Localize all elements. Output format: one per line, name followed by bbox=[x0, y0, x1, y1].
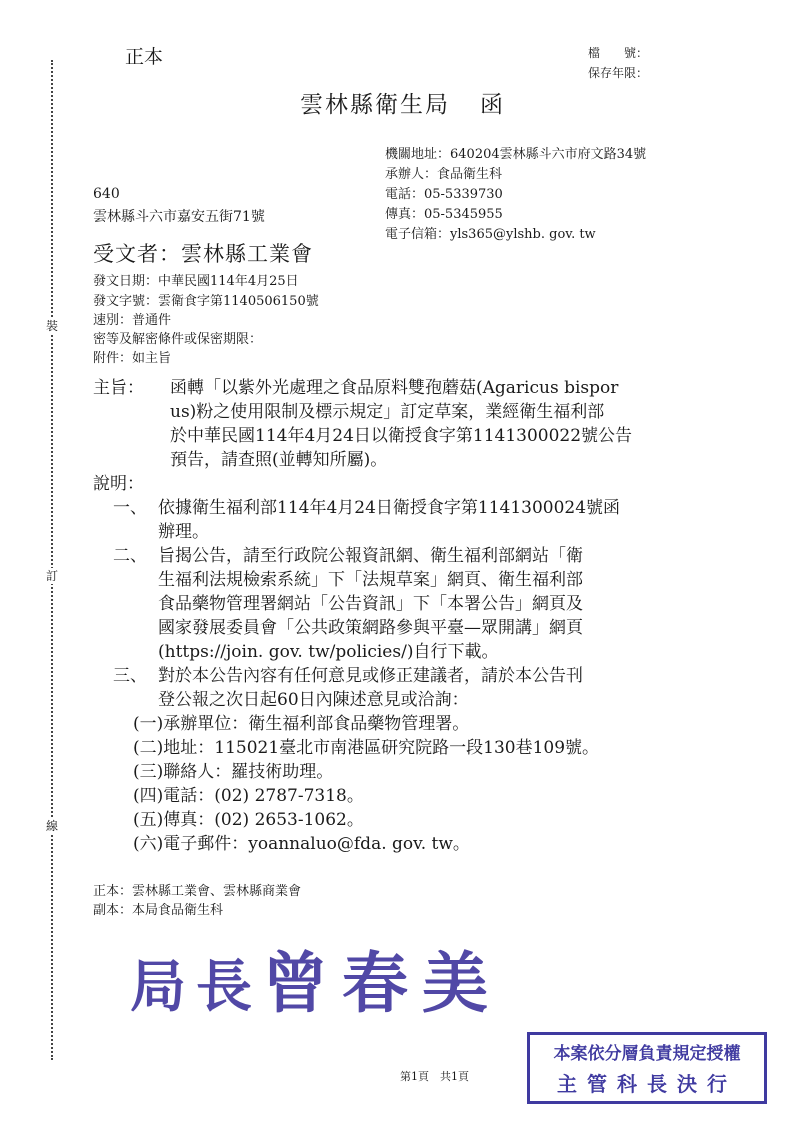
email: 電子信箱：yls365@ylshb. gov. tw bbox=[385, 227, 596, 242]
classification: 密等及解密條件或保密期限： bbox=[93, 332, 263, 347]
authorization-stamp bbox=[527, 1032, 767, 1104]
explanation-label: 說明： bbox=[93, 474, 144, 494]
agency-address: 機關地址：640204雲林縣斗六市府文路34號 bbox=[385, 147, 647, 162]
recipient: 受文者：雲林縣工業會 bbox=[93, 242, 313, 266]
item-line: 食品藥物管理署網站「公告資訊」下「本署公告」網頁及 bbox=[158, 594, 583, 614]
item-line: 旨揭公告，請至行政院公報資訊網、衛生福利部網站「衛 bbox=[158, 546, 583, 566]
item-number: 二、 bbox=[113, 546, 147, 566]
urgency: 速別：普通件 bbox=[93, 313, 172, 328]
stamp-line-2: 主管科長決行 bbox=[557, 1072, 737, 1096]
document-number: 發文字號：雲衛食字第1140506150號 bbox=[93, 294, 319, 309]
sub-item: (六)電子郵件：yoannaluo@fda. gov. tw。 bbox=[133, 834, 470, 854]
sub-item: (三)聯絡人：羅技術助理。 bbox=[133, 762, 334, 782]
item-line: 辦理。 bbox=[158, 522, 209, 542]
stamp-line-1: 本案依分層負責規定授權 bbox=[553, 1044, 741, 1064]
binding-line bbox=[51, 60, 53, 1060]
signature-title: 局長 bbox=[130, 954, 262, 1020]
sub-item: (五)傳真：(02) 2653-1062。 bbox=[133, 810, 364, 830]
item-line: (https://join. gov. tw/policies/)自行下載。 bbox=[158, 642, 499, 662]
signature-name: 曾春美 bbox=[262, 944, 502, 1022]
document-type: 函 bbox=[480, 92, 505, 118]
copy-original: 正本：雲林縣工業會、雲林縣商業會 bbox=[93, 884, 302, 899]
binding-mark-ding: 訂 bbox=[45, 569, 58, 583]
subject-line: 於中華民國114年4月24日以衛授食字第1141300022號公告 bbox=[170, 426, 633, 446]
subject-line: 函轉「以紫外光處理之食品原料雙孢蘑菇(Agaricus bispor bbox=[170, 378, 619, 398]
item-line: 對於本公告內容有任何意見或修正建議者，請於本公告刊 bbox=[158, 666, 583, 686]
subject-line: 預告，請查照(並轉知所屬)。 bbox=[170, 450, 388, 470]
contact-person: 承辦人：食品衛生科 bbox=[385, 167, 503, 182]
item-line: 依據衛生福利部114年4月24日衛授食字第1141300024號函 bbox=[158, 498, 621, 518]
document-title bbox=[300, 86, 505, 119]
sub-item: (二)地址：115021臺北市南港區研究院路一段130巷109號。 bbox=[133, 738, 600, 758]
fax: 傳真：05-5345955 bbox=[385, 207, 503, 222]
file-number: 檔 號： bbox=[588, 46, 649, 60]
item-number: 三、 bbox=[113, 666, 147, 686]
item-line: 登公報之次日起60日內陳述意見或洽詢： bbox=[158, 690, 469, 710]
retention-period: 保存年限： bbox=[588, 66, 649, 80]
agency-name: 雲林縣衛生局 bbox=[300, 92, 450, 118]
binding-mark-zhuang: 裝 bbox=[45, 319, 58, 333]
sub-item: (四)電話：(02) 2787-7318。 bbox=[133, 786, 364, 806]
subject-line: us)粉之使用限制及標示規定」訂定草案，業經衛生福利部 bbox=[170, 402, 605, 422]
copy-duplicate: 副本：本局食品衛生科 bbox=[93, 903, 224, 918]
page-footer: 第1頁 共1頁 bbox=[400, 1070, 469, 1083]
copy-label: 正本 bbox=[125, 46, 164, 68]
item-number: 一、 bbox=[113, 498, 147, 518]
recipient-postal-code: 640 bbox=[93, 186, 120, 202]
recipient-street: 雲林縣斗六市嘉安五街71號 bbox=[93, 209, 265, 225]
phone: 電話：05-5339730 bbox=[385, 187, 503, 202]
item-line: 國家發展委員會「公共政策網路參與平臺—眾開講」網頁 bbox=[158, 618, 583, 638]
sub-item: (一)承辦單位：衛生福利部食品藥物管理署。 bbox=[133, 714, 470, 734]
binding-mark-xian: 線 bbox=[45, 819, 58, 833]
subject-label: 主旨： bbox=[93, 378, 144, 398]
item-line: 生福利法規檢索系統」下「法規草案」網頁、衛生福利部 bbox=[158, 570, 583, 590]
attachment: 附件：如主旨 bbox=[93, 351, 172, 366]
issue-date: 發文日期：中華民國114年4月25日 bbox=[93, 274, 299, 289]
director-signature-stamp bbox=[130, 930, 502, 1025]
